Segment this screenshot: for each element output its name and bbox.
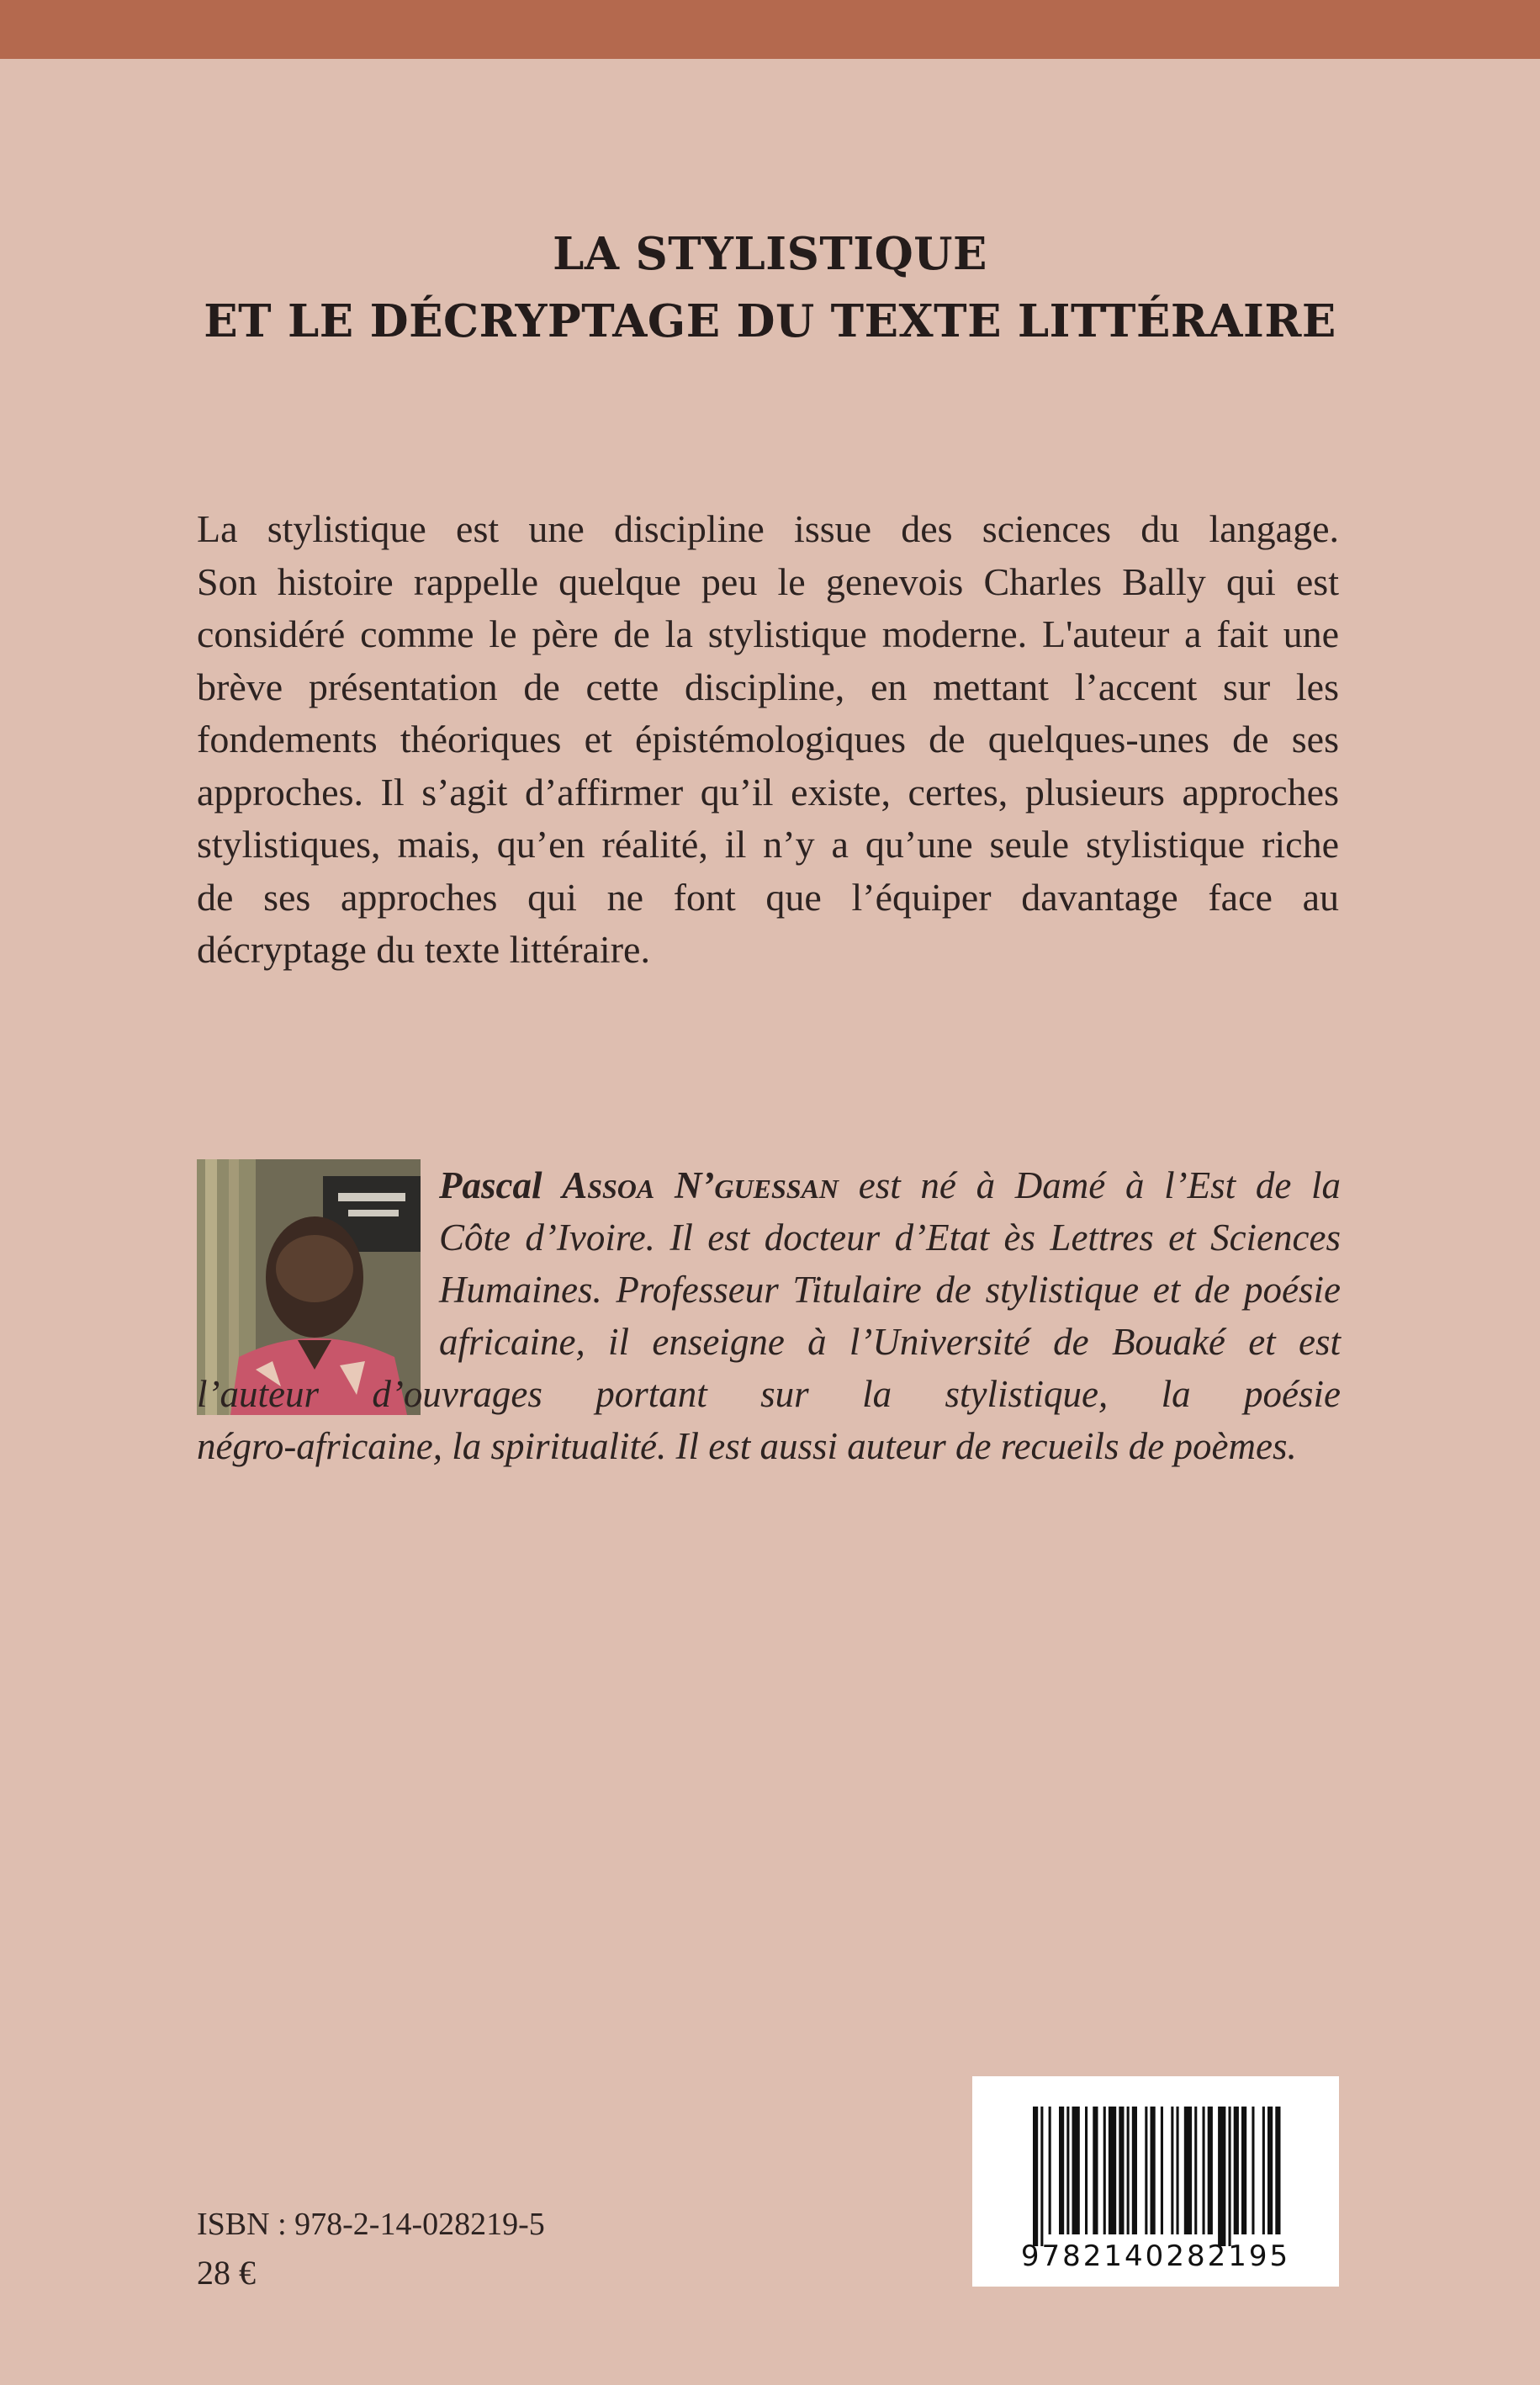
barcode-bar: [1218, 2107, 1225, 2246]
barcode-bar: [1040, 2107, 1043, 2246]
summary-line: considéré comme le père de la stylistique moderne. L'auteur a fait une: [197, 612, 1339, 655]
book-title: [0, 220, 1540, 355]
bio-line-1-rest: est né à Damé à l’Est de la: [839, 1164, 1342, 1206]
price: 28 €: [197, 2254, 256, 2292]
barcode-bar: [1109, 2107, 1116, 2234]
barcode-bar: [1194, 2107, 1197, 2234]
barcode-bar: [1085, 2107, 1088, 2234]
barcode-bar: [1161, 2107, 1163, 2234]
summary-line: La stylistique est une discipline issue des sciences du langage.: [197, 507, 1339, 550]
barcode-bar: [1059, 2107, 1064, 2234]
barcode-bar: [1066, 2107, 1069, 2234]
barcode-bar: [1127, 2107, 1130, 2234]
barcode-bar: [1103, 2107, 1106, 2234]
barcode-bar: [1033, 2107, 1038, 2246]
isbn: ISBN : 978-2-14-028219-5: [197, 2207, 545, 2242]
barcode-bar: [1241, 2107, 1246, 2234]
barcode-bar: [1151, 2107, 1156, 2234]
author-bio-full: [197, 1368, 1341, 1472]
author-last-name: Assoa N’guessan: [562, 1164, 839, 1206]
author-bio-wrapped: [439, 1159, 1341, 1368]
barcode-bar: [1145, 2107, 1147, 2234]
bio-line: négro-africaine, la spiritualité. Il est aussi auteur de recueils de poèmes.: [197, 1425, 1297, 1467]
barcode-bar: [1252, 2107, 1254, 2234]
summary-line: approches. Il s’agit d’affirmer qu’il existe, certes, plusieurs approches: [197, 770, 1339, 814]
bio-line: l’auteur d’ouvrages portant sur la stylistique, la poésie: [197, 1373, 1341, 1415]
book-summary: [197, 503, 1339, 977]
barcode-bar: [1267, 2107, 1273, 2234]
title-line-2: ET LE DÉCRYPTAGE DU TEXTE LITTÉRAIRE: [204, 295, 1336, 347]
barcode-bar: [1049, 2107, 1051, 2234]
barcode-bar: [1119, 2107, 1124, 2234]
summary-line: de ses approches qui ne font que l’équiper davantage face au: [197, 875, 1339, 919]
summary-line: fondements théoriques et épistémologiques de quelques-unes de ses: [197, 718, 1339, 761]
title-line-1: LA STYLISTIQUE: [553, 228, 987, 280]
barcode-bar: [1203, 2107, 1205, 2234]
barcode-bar: [1132, 2107, 1137, 2234]
bio-line-1: [439, 1159, 1341, 1211]
barcode-bar: [1234, 2107, 1239, 2234]
summary-line: décryptage du texte littéraire.: [197, 928, 650, 971]
summary-line: brève présentation de cette discipline, en mettant l’accent sur les: [197, 665, 1339, 708]
bio-line: Côte d’Ivoire. Il est docteur d’Etat ès Lettres et Sciences: [439, 1216, 1341, 1259]
summary-line: Son histoire rappelle quelque peu le genevois Charles Bally qui est: [197, 559, 1339, 603]
barcode-digits: 9782140282195: [1020, 2239, 1291, 2273]
summary-line: stylistiques, mais, qu’en réalité, il n’y a qu’une seule stylistique riche: [197, 823, 1339, 866]
barcode-bar: [1208, 2107, 1213, 2234]
barcode: [972, 2076, 1339, 2287]
barcode-bar: [1093, 2107, 1098, 2234]
barcode-bar: [1262, 2107, 1265, 2234]
top-color-band: [0, 0, 1540, 59]
barcode-bar: [1184, 2107, 1192, 2234]
barcode-bar: [1177, 2107, 1179, 2234]
author-first-name: Pascal: [439, 1164, 542, 1206]
barcode-bar: [1072, 2107, 1080, 2234]
bio-line: africaine, il enseigne à l’Université de Bouaké et est: [439, 1321, 1341, 1363]
barcode-bar: [1275, 2107, 1280, 2234]
barcode-bar: [1229, 2107, 1231, 2246]
barcode-bar: [1171, 2107, 1173, 2234]
bio-line: Humaines. Professeur Titulaire de stylistique et de poésie: [439, 1269, 1341, 1311]
